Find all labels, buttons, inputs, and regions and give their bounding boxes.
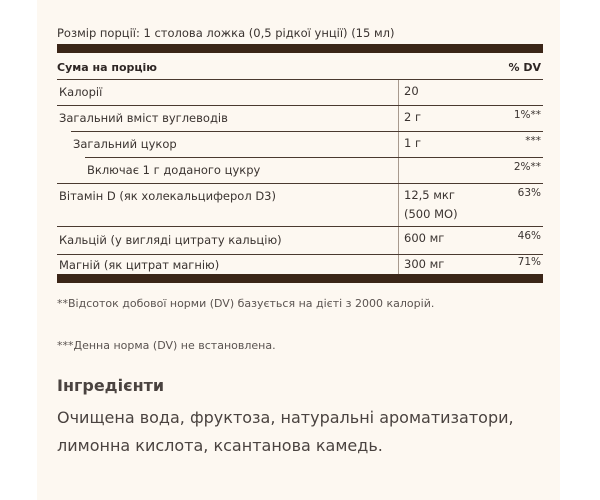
nutrient-name: Загальний цукор (73, 137, 177, 151)
heavy-rule-top (57, 44, 543, 53)
nutrient-amount: 1 г (404, 136, 422, 150)
nutrient-dv: 63% (517, 187, 541, 199)
nutrient-name: Кальцій (у вигляді цитрату кальцію) (59, 233, 282, 247)
amount-per-serving-label: Сума на порцію (57, 61, 157, 74)
amount-line: 12,5 мкг (404, 188, 455, 202)
nutrient-dv: 71% (517, 256, 541, 268)
nutrient-name: Магній (як цитрат магнію) (59, 258, 220, 272)
heavy-rule-bottom (57, 274, 543, 283)
nutrient-row-magnesium (57, 255, 543, 274)
column-divider (398, 80, 399, 105)
nutrient-name: Загальний вміст вуглеводів (59, 111, 228, 125)
nutrient-amount: 300 мг (404, 257, 445, 271)
amount-line: (500 МО) (404, 207, 458, 221)
product-info-page (37, 0, 560, 500)
nutrient-row-calories (57, 80, 543, 105)
column-divider (398, 255, 399, 274)
nutrient-row-added-sugar (57, 158, 543, 183)
ingredients-text: Очищена вода, фруктоза, натуральні ароматизатори, лимонна кислота, ксантанова камедь. (57, 408, 514, 455)
footnote-dv-not-established: ***Денна норма (DV) не встановлена. (57, 339, 276, 352)
column-divider (398, 106, 399, 131)
nutrient-name: Включає 1 г доданого цукру (87, 163, 261, 177)
nutrient-amount (404, 186, 458, 224)
column-divider (398, 158, 399, 183)
nutrient-row-calcium (57, 227, 543, 254)
nutrient-name: Вітамін D (як холекальциферол D3) (59, 189, 276, 203)
nutrient-row-carbohydrates (57, 106, 543, 131)
ingredients-heading: Інгредієнти (57, 376, 165, 395)
nutrient-amount: 600 мг (404, 231, 445, 245)
nutrient-row-vitamin-d (57, 184, 543, 226)
dv-header-label: % DV (508, 61, 541, 74)
nutrient-dv: 1%** (513, 109, 541, 121)
nutrient-dv: *** (525, 135, 541, 147)
column-divider (398, 132, 399, 157)
column-divider (398, 227, 399, 254)
table-header (57, 57, 543, 77)
footnote-dv-basis: **Відсоток добової норми (DV) базується на дієті з 2000 калорій. (57, 297, 435, 310)
nutrient-row-total-sugar (57, 132, 543, 157)
nutrient-dv: 46% (517, 230, 541, 242)
nutrient-amount: 20 (404, 84, 419, 98)
nutrient-dv: 2%** (513, 161, 541, 173)
serving-size: Розмір порції: 1 столова ложка (0,5 рідкої унції) (15 мл) (57, 26, 395, 40)
column-divider (398, 184, 399, 226)
nutrient-amount: 2 г (404, 110, 422, 124)
nutrient-name: Калорії (59, 85, 103, 99)
